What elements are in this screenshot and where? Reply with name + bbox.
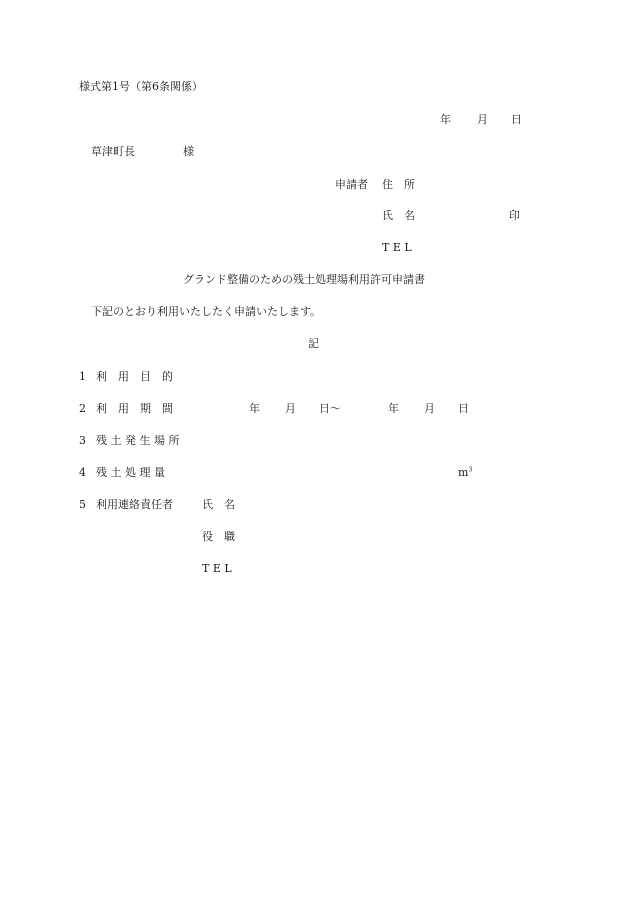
- item-label: 利 用 期 間: [96, 402, 173, 415]
- date-month: 月: [477, 113, 488, 126]
- item-label: 利用連絡責任者: [96, 498, 173, 511]
- item-number: 1: [79, 370, 86, 383]
- ki-heading: 記: [308, 337, 319, 350]
- period-end-day: 日: [458, 402, 469, 415]
- applicant-name-label: 氏 名: [382, 209, 415, 222]
- applicant-tel-label: T E L: [382, 241, 412, 254]
- form-number: 様式第1号（第6条関係）: [79, 80, 203, 93]
- addressee-name: 草津町長: [91, 145, 135, 158]
- period-end-month: 月: [424, 402, 435, 415]
- item-label: 残 土 発 生 場 所: [96, 434, 180, 447]
- item-number: 3: [79, 434, 86, 447]
- contact-name-label: 氏 名: [202, 498, 235, 511]
- period-end-year: 年: [388, 402, 399, 415]
- item-number: 5: [79, 498, 86, 511]
- volume-unit-base: m: [458, 466, 469, 479]
- period-start-year: 年: [249, 402, 260, 415]
- item-number: 4: [79, 466, 86, 479]
- period-start-month: 月: [285, 402, 296, 415]
- applicant-label: 申請者: [335, 178, 368, 191]
- period-start-day: 日〜: [319, 402, 341, 415]
- date-year: 年: [440, 113, 451, 126]
- addressee-honorific: 様: [183, 145, 194, 158]
- date-day: 日: [511, 113, 522, 126]
- contact-tel-label: T E L: [202, 562, 232, 575]
- volume-unit: [458, 466, 472, 480]
- item-label: 利 用 目 的: [96, 370, 173, 383]
- item-label: 残 土 処 理 量: [96, 466, 165, 479]
- document-title: グランド整備のための残土処理場利用許可申請書: [183, 273, 425, 286]
- seal-mark: 印: [509, 209, 520, 222]
- item-number: 2: [79, 402, 86, 415]
- intro-text: 下記のとおり利用いたしたく申請いたします。: [91, 305, 322, 318]
- volume-unit-sup: 3: [468, 466, 473, 474]
- applicant-address-label: 住 所: [382, 178, 415, 191]
- contact-post-label: 役 職: [202, 530, 235, 543]
